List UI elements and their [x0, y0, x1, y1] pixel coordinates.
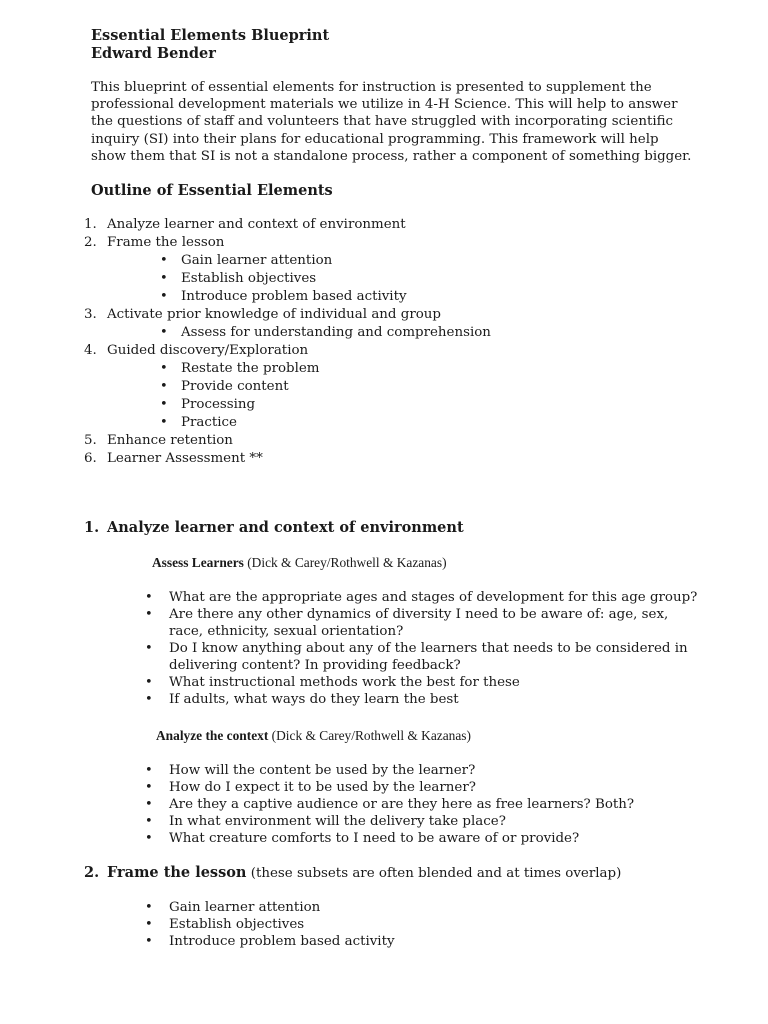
- section-2-heading: Frame the lesson: [107, 864, 247, 881]
- outline-item: Guided discovery/Exploration: [107, 343, 309, 358]
- outline-subitem: Assess for understanding and comprehension: [181, 325, 491, 340]
- outline-number: 6.: [84, 451, 97, 466]
- bullet-icon: •: [145, 900, 153, 915]
- list-item: What are the appropriate ages and stages of development for this age group?: [169, 590, 698, 605]
- bullet-icon: •: [145, 641, 153, 656]
- bullet-icon: •: [160, 415, 168, 430]
- list-item-continued: race, ethnicity, sexual orientation?: [169, 624, 404, 639]
- bullet-icon: •: [145, 607, 153, 622]
- bullet-icon: •: [160, 379, 168, 394]
- bullet-icon: •: [160, 271, 168, 286]
- bullet-icon: •: [160, 325, 168, 340]
- intro-line: professional development materials we utilize in 4-H Science. This will help to answer: [91, 97, 678, 112]
- outline-subitem: Gain learner attention: [181, 253, 333, 268]
- outline-subitem: Processing: [181, 397, 256, 412]
- list-item: In what environment will the delivery take place?: [169, 814, 506, 829]
- outline-number: 2.: [84, 235, 97, 250]
- intro-line: show them that SI is not a standalone process, rather a component of something bigger.: [91, 149, 692, 164]
- bullet-icon: •: [145, 780, 153, 795]
- outline-item: Frame the lesson: [107, 235, 225, 250]
- outline-item: Activate prior knowledge of individual and group: [107, 307, 441, 322]
- outline-item: Analyze learner and context of environment: [107, 217, 406, 232]
- list-item: Establish objectives: [169, 917, 305, 932]
- assess-learners-heading: [152, 554, 447, 572]
- bullet-icon: •: [145, 797, 153, 812]
- list-item: What creature comforts to I need to be aware of or provide?: [169, 831, 580, 846]
- bullet-icon: •: [145, 675, 153, 690]
- list-item: How will the content be used by the learner?: [169, 763, 476, 778]
- outline-item: Learner Assessment **: [107, 451, 263, 466]
- bullet-icon: •: [145, 590, 153, 605]
- section-2-number: 2.: [84, 864, 100, 881]
- list-item-continued: delivering content? In providing feedback?: [169, 658, 461, 673]
- assess-learners-source: (Dick & Carey/Rothwell & Kazanas): [243, 555, 447, 570]
- outline-number: 4.: [84, 343, 97, 358]
- outline-subitem: Restate the problem: [181, 361, 320, 376]
- section-2-note: (these subsets are often blended and at times overlap): [246, 866, 622, 881]
- bullet-icon: •: [160, 289, 168, 304]
- list-item: Gain learner attention: [169, 900, 321, 915]
- intro-line: inquiry (SI) into their plans for educational programming. This framework will help: [91, 132, 659, 147]
- bullet-icon: •: [160, 361, 168, 376]
- bullet-icon: •: [145, 814, 153, 829]
- outline-item: Enhance retention: [107, 433, 233, 448]
- bullet-icon: •: [145, 763, 153, 778]
- bullet-icon: •: [160, 397, 168, 412]
- outline-subitem: Establish objectives: [181, 271, 317, 286]
- list-item: If adults, what ways do they learn the best: [169, 692, 459, 707]
- bullet-icon: •: [160, 253, 168, 268]
- section-2-heading-line: [107, 864, 621, 883]
- analyze-context-heading: [156, 727, 471, 745]
- analyze-context-source: (Dick & Carey/Rothwell & Kazanas): [268, 728, 471, 743]
- outline-subitem: Introduce problem based activity: [181, 289, 407, 304]
- list-item: What instructional methods work the best for these: [169, 675, 520, 690]
- bullet-icon: •: [145, 831, 153, 846]
- outline-number: 5.: [84, 433, 97, 448]
- intro-line: the questions of staff and volunteers that have struggled with incorporating scientific: [91, 114, 674, 129]
- bullet-icon: •: [145, 692, 153, 707]
- intro-line: This blueprint of essential elements for instruction is presented to supplement the: [91, 80, 652, 95]
- list-item: Introduce problem based activity: [169, 934, 395, 949]
- document-author: Edward Bender: [91, 45, 216, 62]
- assess-learners-label: Assess Learners: [152, 555, 244, 570]
- list-item: How do I expect it to be used by the learner?: [169, 780, 476, 795]
- outline-subitem: Practice: [181, 415, 237, 430]
- analyze-context-label: Analyze the context: [156, 728, 269, 743]
- section-1-number: 1.: [84, 519, 100, 536]
- list-item: Are they a captive audience or are they here as free learners? Both?: [169, 797, 635, 812]
- list-item: Do I know anything about any of the learners that needs to be considered in: [169, 641, 688, 656]
- outline-number: 1.: [84, 217, 97, 232]
- document-title: Essential Elements Blueprint: [91, 27, 330, 44]
- bullet-icon: •: [145, 917, 153, 932]
- list-item: Are there any other dynamics of diversity I need to be aware of: age, sex,: [169, 607, 669, 622]
- outline-heading: Outline of Essential Elements: [91, 182, 333, 199]
- outline-number: 3.: [84, 307, 97, 322]
- outline-subitem: Provide content: [181, 379, 289, 394]
- bullet-icon: •: [145, 934, 153, 949]
- section-1-heading: Analyze learner and context of environment: [107, 519, 464, 536]
